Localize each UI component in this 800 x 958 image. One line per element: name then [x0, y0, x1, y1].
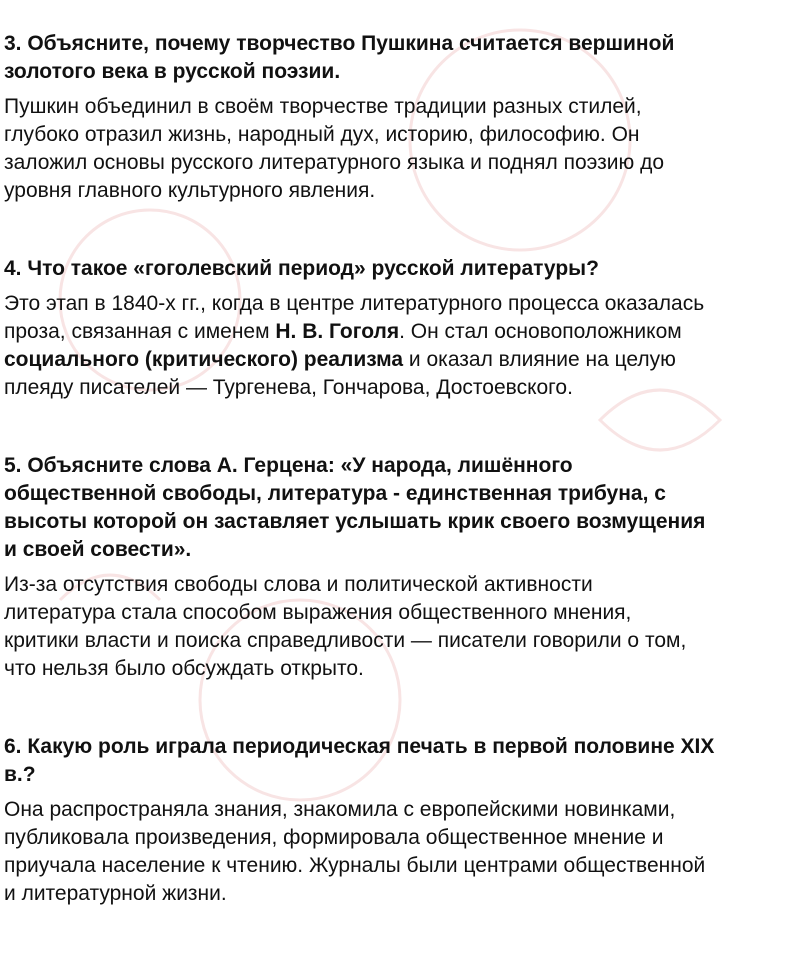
text-line	[4, 852, 800, 880]
text-segment: и своей совести».	[4, 538, 192, 561]
text-line	[4, 93, 800, 121]
text-segment: в.?	[4, 763, 36, 786]
qa-block	[4, 30, 800, 205]
text-line	[4, 346, 800, 374]
text-segment: и оказал влияние на целую	[403, 348, 676, 371]
answer-paragraph	[4, 93, 800, 205]
text-line	[4, 318, 800, 346]
text-segment: публиковала произведения, формировала общественное мнение и	[4, 826, 664, 849]
text-line	[4, 149, 800, 177]
text-line	[4, 121, 800, 149]
qa-block	[4, 733, 800, 908]
text-segment: Из-за отсутствия свободы слова и политической активности	[4, 573, 593, 596]
text-line	[4, 733, 800, 761]
text-segment: высоты которой он заставляет услышать крик своего возмущения	[4, 510, 706, 533]
question-heading	[4, 733, 800, 789]
text-segment: общественной свободы, литература - единственная трибуна, с	[4, 482, 666, 505]
question-heading	[4, 452, 800, 564]
text-line	[4, 374, 800, 402]
text-line	[4, 655, 800, 683]
text-segment: Это этап в 1840-х гг., когда в центре литературного процесса оказалась	[4, 292, 705, 315]
answer-paragraph	[4, 571, 800, 683]
answer-paragraph	[4, 290, 800, 402]
text-line	[4, 536, 800, 564]
text-line	[4, 452, 800, 480]
text-segment: проза, связанная с именем	[4, 320, 276, 343]
text-segment: критики власти и поиска справедливости — писатели говорили о том,	[4, 629, 687, 652]
text-line	[4, 824, 800, 852]
text-line	[4, 177, 800, 205]
text-segment: 5. Объясните слова А. Герцена: «У народа, лишённого	[4, 454, 573, 477]
qa-block	[4, 255, 800, 402]
text-line	[4, 761, 800, 789]
answer-paragraph	[4, 796, 800, 908]
text-segment: и литературной жизни.	[4, 882, 227, 905]
text-segment: приучала население к чтению. Журналы были центрами общественной	[4, 854, 706, 877]
text-line	[4, 796, 800, 824]
text-line	[4, 255, 800, 283]
text-segment: 3. Объясните, почему творчество Пушкина считается вершиной	[4, 32, 675, 55]
text-line	[4, 599, 800, 627]
text-line	[4, 627, 800, 655]
text-segment: Она распространяла знания, знакомила с европейскими новинками,	[4, 798, 676, 821]
text-segment: золотого века в русской поэзии.	[4, 60, 341, 83]
text-segment: уровня главного культурного явления.	[4, 179, 376, 202]
question-heading	[4, 255, 800, 283]
text-segment: плеяду писателей — Тургенева, Гончарова, Достоевского.	[4, 376, 573, 399]
text-segment: литература стала способом выражения общественного мнения,	[4, 601, 632, 624]
text-line	[4, 880, 800, 908]
qa-block	[4, 452, 800, 683]
text-line	[4, 58, 800, 86]
text-segment: глубоко отразил жизнь, народный дух, историю, философию. Он	[4, 123, 640, 146]
text-line	[4, 571, 800, 599]
document	[4, 30, 800, 958]
bold-term: Н. В. Гоголя	[275, 320, 400, 343]
text-segment: 6. Какую роль играла периодическая печать в первой половине XIX	[4, 735, 715, 758]
text-segment: 4. Что такое «гоголевский период» русской литературы?	[4, 257, 599, 280]
question-heading	[4, 30, 800, 86]
text-segment: Пушкин объединил в своём творчестве традиции разных стилей,	[4, 95, 642, 118]
text-segment: что нельзя было обсуждать открыто.	[4, 657, 364, 680]
text-line	[4, 480, 800, 508]
text-line	[4, 290, 800, 318]
bold-term: социального (критического) реализма	[4, 348, 404, 371]
text-segment: . Он стал основоположником	[399, 320, 682, 343]
text-segment: заложил основы русского литературного языка и поднял поэзию до	[4, 151, 665, 174]
text-line	[4, 30, 800, 58]
text-line	[4, 508, 800, 536]
